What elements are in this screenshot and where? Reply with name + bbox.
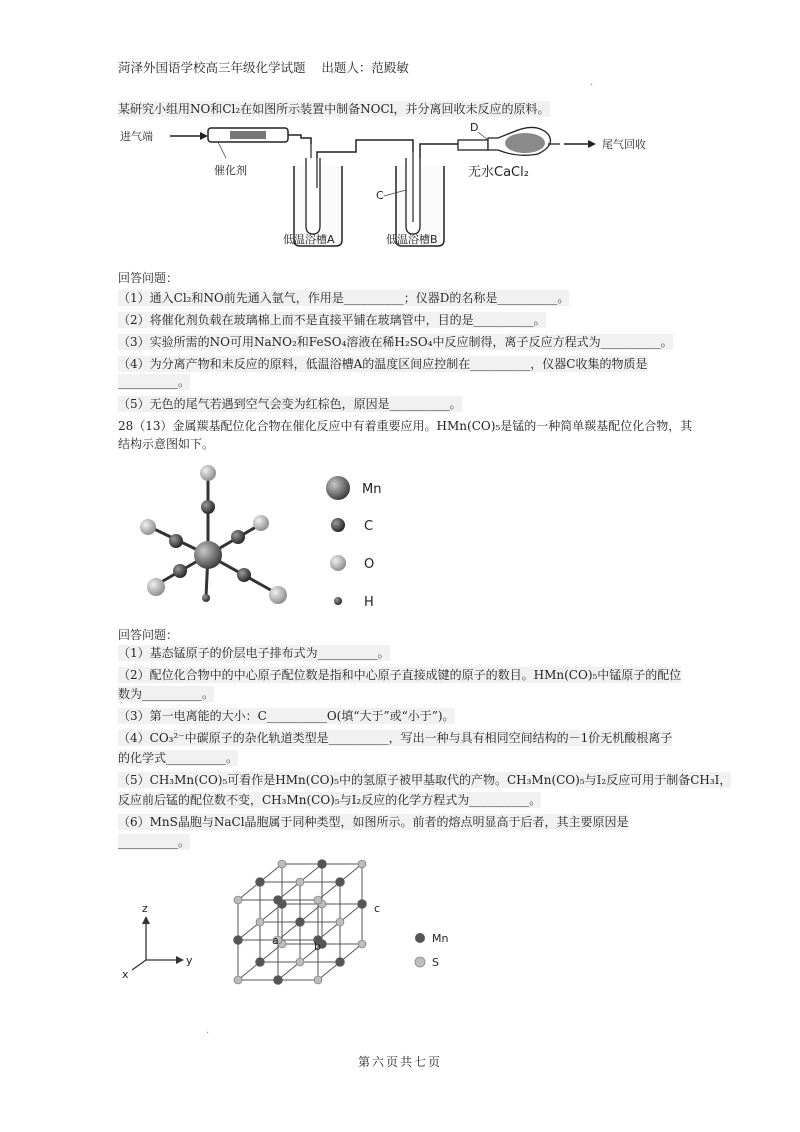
- legend-s-icon: [415, 957, 425, 967]
- atom-label-c: c: [374, 902, 381, 915]
- mns-crystal-diagram: [118, 852, 478, 992]
- axis-x-label: x: [122, 968, 129, 981]
- c-atom: [231, 530, 245, 544]
- inlet-arrowhead: [200, 132, 208, 140]
- scan-mark: ·: [590, 80, 594, 91]
- outlet-arrowhead: [588, 140, 596, 148]
- q28-intro-1: 28（13）金属羰基配位化合物在催化反应中有着重要应用。HMn(CO)₅是锰的一种简单羰基配位化合物，其: [118, 419, 693, 433]
- mn-lattice-atom: [256, 878, 265, 887]
- q28-item-4: （4）CO₃²⁻中碳原子的杂化轨道类型是__________，写出一种与具有相同空间结构的－1价无机酸根离子: [118, 731, 673, 745]
- catalyst-packing: [230, 131, 266, 139]
- s-lattice-atom: [256, 918, 264, 926]
- q28-item-3: （3）第一电离能的大小：C__________O(填“大于”或“小于”)。: [118, 709, 455, 723]
- s-lattice-atom: [234, 976, 242, 984]
- mn-lattice-atom: [358, 900, 367, 909]
- page-footer: 第六页共七页: [357, 1055, 442, 1069]
- s-lattice-atom: [296, 958, 304, 966]
- s-lattice-atom: [336, 918, 344, 926]
- mn-lattice-atom: [318, 860, 327, 869]
- q28-answer-prompt: 回答问题：: [118, 628, 179, 642]
- mn-lattice-atom: [274, 976, 283, 985]
- o-atom: [200, 465, 216, 481]
- h-atom: [202, 594, 210, 602]
- q28-item-6: （6）MnS晶胞与NaCl晶胞属于同种类型，如图所示。前者的熔点明显高于后者，其主要原因是: [118, 815, 629, 829]
- legend-o-label: O: [364, 557, 375, 572]
- bath-b-label: 低温浴槽B: [386, 233, 438, 246]
- s-lattice-atom: [278, 860, 286, 868]
- vessel-c-label: C: [376, 189, 384, 202]
- axis-y-label: y: [186, 954, 193, 967]
- lattice-atoms: [234, 860, 367, 985]
- legend-s-label: S: [432, 956, 439, 969]
- catalyst-label: 催化剂: [214, 164, 247, 177]
- inlet-label: 进气端: [120, 130, 153, 143]
- cacl2-packing: [505, 133, 545, 153]
- s-lattice-atom: [314, 976, 322, 984]
- bonds: [150, 475, 276, 597]
- axis-x: [132, 960, 146, 970]
- q27-item-3: （3）实验所需的NO可用NaNO₂和FeSO₄溶液在稀H₂SO₄中反应制得，离子反应方程式为__________。: [118, 335, 673, 349]
- s-lattice-atom: [234, 896, 242, 904]
- flask-a: [306, 158, 320, 234]
- legend-o-icon: [330, 555, 346, 571]
- hmnco5-structure: [118, 455, 418, 620]
- q27-intro: 某研究小组用NO和Cl₂在如图所示装置中制备NOCl，并分离回收未反应的原料。: [118, 102, 550, 116]
- s-lattice-atom: [296, 878, 304, 886]
- q27-item-1: （1）通入Cl₂和NO前先通入氩气，作用是__________；仪器D的名称是__________。: [118, 291, 570, 305]
- mn-lattice-atom: [274, 896, 283, 905]
- c-atom: [169, 534, 183, 548]
- q27-answer-prompt: 回答问题：: [118, 271, 179, 285]
- o-atom: [147, 578, 165, 596]
- legend-mn-label: Mn: [362, 482, 382, 497]
- q27-item-4: （4）为分离产物和未反应的原料，低温浴槽A的温度区间应控制在__________，仪器C收集的物质是: [118, 357, 648, 371]
- exam-title: 菏泽外国语学校高三年级化学试题: [118, 60, 306, 75]
- apparatus-d-label: D: [470, 121, 479, 134]
- legend-mn-label: Mn: [432, 932, 449, 945]
- legend-c-icon: [331, 518, 345, 532]
- q27-item-2: （2）将催化剂负载在玻璃棉上而不是直接平铺在玻璃管中，目的是__________。: [118, 313, 546, 327]
- mn-lattice-atom: [256, 958, 265, 967]
- mn-lattice-atom: [336, 878, 345, 887]
- legend-h-label: H: [364, 595, 374, 610]
- s-lattice-atom: [314, 896, 322, 904]
- q28-intro-2: 结构示意图如下。: [118, 437, 215, 451]
- atom-label-b: b: [314, 940, 321, 953]
- mn-lattice-atom: [296, 918, 305, 927]
- q28-item-4-cont: 的化学式__________。: [118, 751, 239, 765]
- q28-item-5-cont: 反应前后锰的配位数不变，CH₃Mn(CO)₅与I₂反应的化学方程式为__________。: [118, 793, 542, 807]
- q28-item-5: （5）CH₃Mn(CO)₅可看作是HMn(CO)₅中的氢原子被甲基取代的产物。CH₃Mn(CO)₅与I₂反应可用于制备CH₃I，: [118, 773, 732, 787]
- o-atom: [269, 586, 287, 604]
- c-atom: [237, 568, 251, 582]
- q27-item-4-cont: __________。: [118, 375, 191, 389]
- mn-lattice-atom: [234, 936, 243, 945]
- mn-atom: [194, 541, 222, 569]
- legend-mn-icon: [326, 476, 350, 500]
- scan-mark: ·: [206, 1028, 210, 1039]
- connector-ab: [317, 140, 413, 158]
- o-atom: [253, 515, 269, 531]
- s-lattice-atom: [358, 860, 366, 868]
- c-atom: [201, 500, 215, 514]
- mn-lattice-atom: [336, 958, 345, 967]
- bath-a-label: 低温浴槽A: [283, 233, 335, 246]
- q28-item-6-cont: __________。: [118, 835, 191, 849]
- q28-item-1: （1）基态锰原子的价层电子排布式为__________。: [118, 646, 390, 660]
- q27-item-5: （5）无色的尾气若遇到空气会变为红棕色，原因是__________。: [118, 397, 462, 411]
- apparatus-diagram: [118, 118, 658, 258]
- q28-item-2: （2）配位化合物中的中心原子配位数是指和中心原子直接成键的原子的数目。HMn(CO)₅中锰原子的配位: [118, 668, 682, 682]
- exam-author: 出题人：范殿敏: [321, 60, 409, 75]
- o-atom: [140, 519, 156, 535]
- s-lattice-atom: [358, 940, 366, 948]
- atom-label-a: a: [272, 934, 279, 947]
- axis-z-label: z: [142, 902, 148, 915]
- cacl2-label: 无水CaCl₂: [468, 165, 529, 180]
- legend-mn-icon: [415, 933, 425, 943]
- c-atom: [173, 564, 187, 578]
- outlet-label: 尾气回收: [602, 138, 646, 151]
- legend-h-icon: [334, 597, 342, 605]
- q28-item-2-cont: 数为__________。: [118, 687, 215, 701]
- page-header: [118, 60, 409, 76]
- legend-c-label: C: [364, 519, 374, 534]
